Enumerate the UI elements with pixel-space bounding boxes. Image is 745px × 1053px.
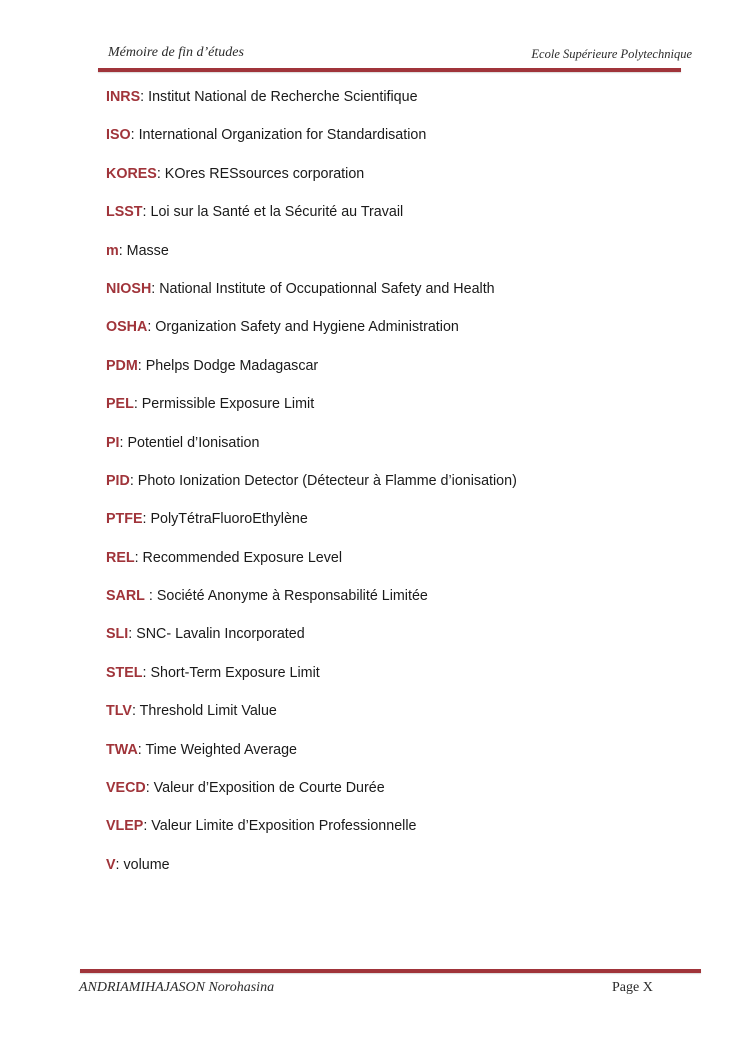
abbreviation-definition: : volume: [115, 856, 170, 873]
abbreviation-term: PI: [106, 434, 120, 451]
abbreviation-definition: : Potentiel d’Ionisation: [119, 434, 260, 451]
abbreviation-entry: [106, 164, 517, 202]
abbreviation-entry: [106, 433, 517, 471]
footer-author: ANDRIAMIHAJASON Norohasina: [79, 980, 275, 995]
abbreviation-term: SARL: [106, 588, 145, 605]
abbreviation-term: TLV: [106, 703, 132, 720]
footer-page-number: Page X: [612, 980, 653, 995]
abbreviation-entry: [106, 701, 517, 739]
abbreviation-definition: : Masse: [118, 242, 169, 259]
abbreviation-definition: : Institut National de Recherche Scientifique: [140, 89, 418, 105]
abbreviation-term: V: [106, 856, 116, 873]
abbreviation-term: VLEP: [106, 818, 144, 835]
abbreviation-definition: : KOres RESsources corporation: [156, 165, 365, 182]
abbreviation-definition: : Permissible Exposure Limit: [133, 396, 315, 413]
abbreviation-definition: : Organization Safety and Hygiene Administration: [147, 319, 459, 336]
header-memoir-title: Mémoire de fin d’études: [108, 45, 244, 60]
abbreviation-entry: [106, 586, 517, 624]
abbreviation-term: VECD: [106, 780, 146, 797]
abbreviation-entry: [106, 624, 517, 662]
abbreviation-term: PEL: [106, 396, 134, 413]
abbreviation-term: LSST: [106, 204, 143, 221]
abbreviation-definition: : International Organization for Standardisation: [130, 127, 427, 144]
abbreviation-definition: : Time Weighted Average: [137, 741, 297, 758]
abbreviation-definition: : Photo Ionization Detector (Détecteur à Flamme d’ionisation): [129, 472, 517, 489]
footer-rule: [80, 969, 701, 973]
abbreviation-term: REL: [106, 549, 135, 566]
abbreviation-term: NIOSH: [106, 280, 152, 297]
abbreviation-entry: [106, 778, 517, 816]
abbreviation-term: PDM: [106, 357, 138, 374]
abbreviation-term: PTFE: [106, 511, 143, 528]
abbreviation-term: SLI: [106, 626, 129, 643]
abbreviation-definition: : Société Anonyme à Responsabilité Limitée: [144, 588, 428, 605]
abbreviation-term: KORES: [106, 165, 157, 182]
abbreviation-definition: : PolyTétraFluoroEthylène: [142, 511, 308, 528]
abbreviation-term: STEL: [106, 664, 143, 681]
header-school-name: Ecole Supérieure Polytechnique: [531, 47, 692, 61]
abbreviation-definition: : Valeur d’Exposition de Courte Durée: [145, 780, 385, 797]
abbreviation-entry: [106, 202, 517, 240]
abbreviation-term: OSHA: [106, 319, 148, 336]
abbreviation-definition: : Valeur Limite d’Exposition Professionnelle: [143, 818, 417, 835]
abbreviation-term: INRS: [106, 89, 141, 105]
abbreviation-definition: : Threshold Limit Value: [131, 703, 277, 720]
header-rule: [98, 68, 681, 72]
abbreviation-entry: [106, 241, 517, 279]
abbreviation-definition: : Loi sur la Santé et la Sécurité au Travail: [142, 204, 404, 221]
abbreviation-entry: [106, 87, 517, 125]
abbreviation-entry: [106, 356, 517, 394]
abbreviation-term: ISO: [106, 127, 131, 144]
abbreviation-entry: [106, 125, 517, 163]
abbreviation-entry: [106, 548, 517, 586]
abbreviation-definition: : Recommended Exposure Level: [134, 549, 343, 566]
abbreviation-term: PID: [106, 472, 130, 489]
abbreviation-entry: [106, 816, 517, 854]
abbreviation-entry: [106, 394, 517, 432]
abbreviation-definition: : Phelps Dodge Madagascar: [137, 357, 319, 374]
abbreviation-entry: [106, 317, 517, 355]
abbreviation-term: TWA: [106, 741, 138, 758]
abbreviation-entry: [106, 471, 517, 509]
abbreviation-definition: : Short-Term Exposure Limit: [142, 664, 320, 681]
abbreviation-term: m: [106, 242, 119, 259]
abbreviation-entry: [106, 740, 517, 778]
abbreviation-entry: [106, 855, 517, 893]
abbreviation-entry: [106, 663, 517, 701]
abbreviation-definition: : SNC- Lavalin Incorporated: [128, 626, 305, 643]
abbreviation-definition: : National Institute of Occupationnal Safety and Health: [151, 280, 495, 297]
abbreviation-entry: [106, 509, 517, 547]
abbreviation-entry: [106, 279, 517, 317]
abbreviation-list: [106, 87, 517, 893]
